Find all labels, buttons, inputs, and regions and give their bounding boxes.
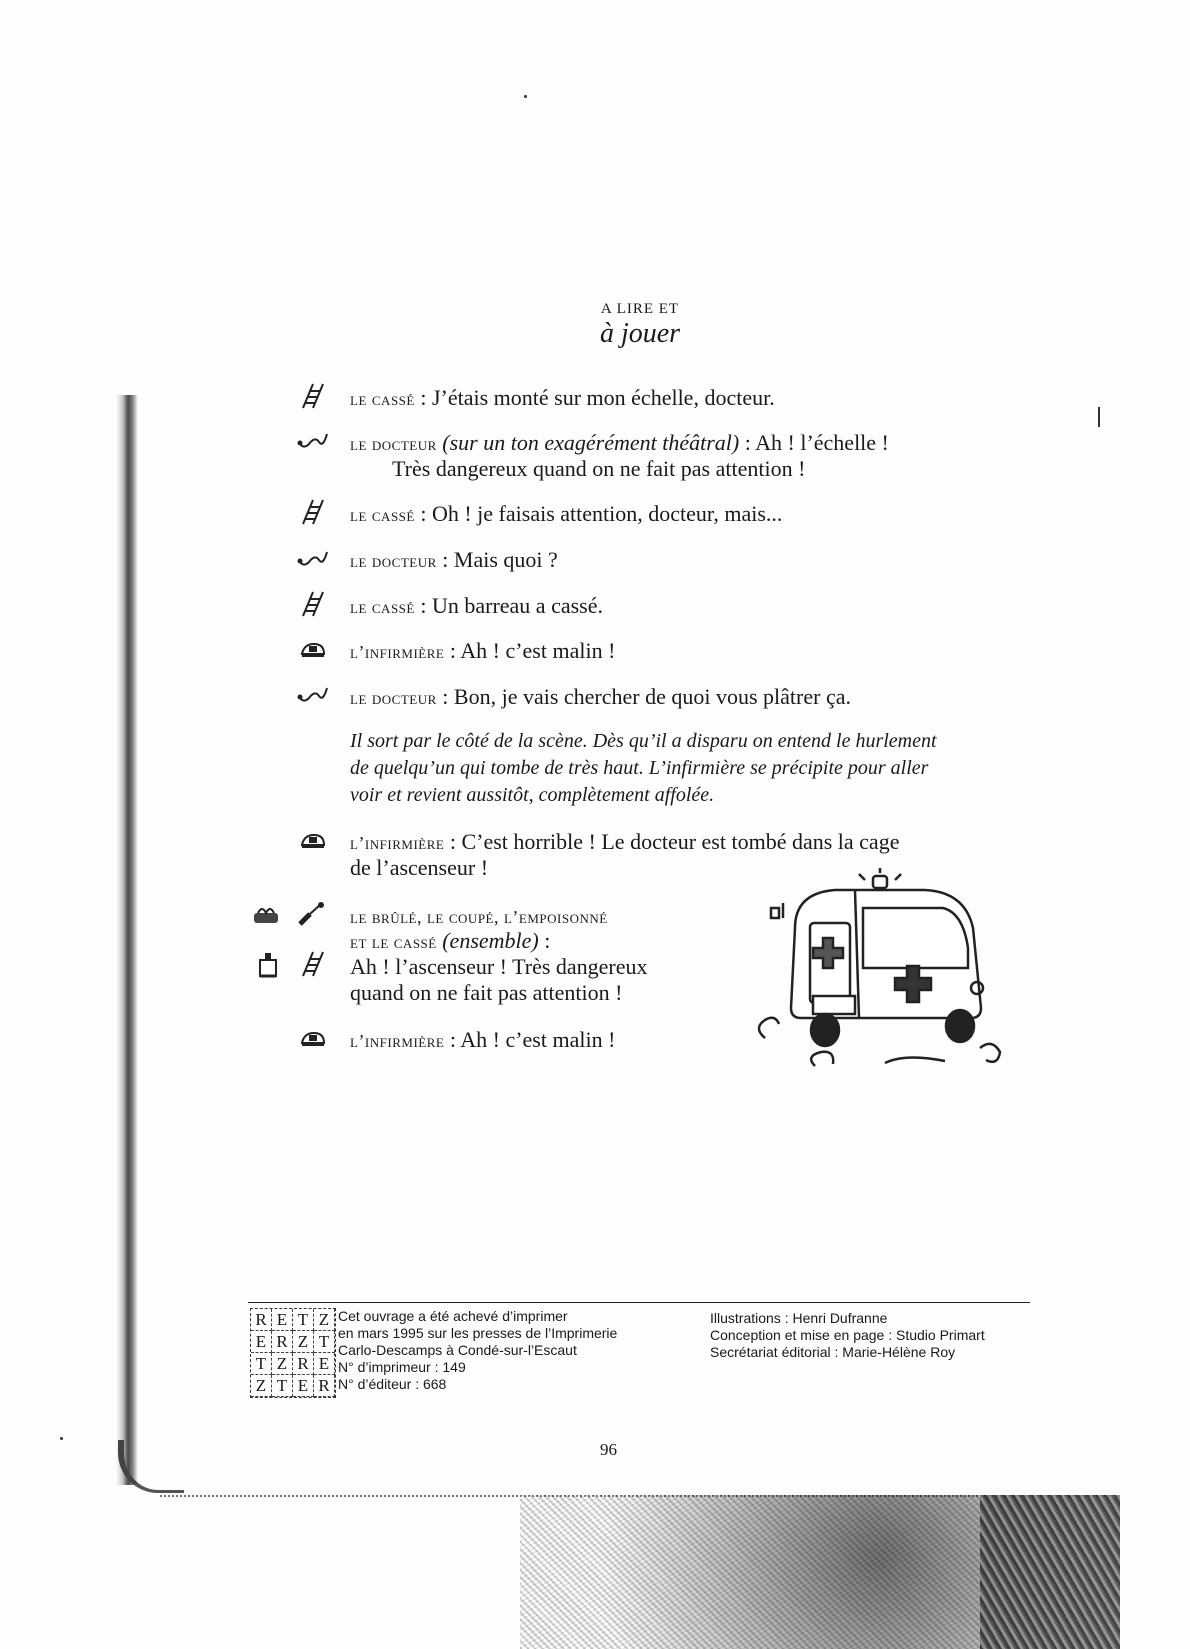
- speaker: le docteur: [350, 551, 437, 571]
- dialogue-line: l’infirmière : Ah ! c’est malin !: [350, 638, 616, 663]
- line-text: J’étais monté sur mon échelle, docteur.: [431, 385, 775, 410]
- line-text: Mais quoi ?: [453, 547, 558, 572]
- publisher-logo-grid: R E T Z E R Z T T Z R E Z T E R: [250, 1308, 336, 1398]
- speaker: l’infirmière: [350, 1031, 445, 1051]
- stage-direction: Il sort par le côté de la scène. Dès qu’il a disparu on entend le hurlement de quelqu’un qui tombe de très haut. L’infirmière se précipite pour aller voir et revient aussitôt, complètement affolée.: [350, 730, 937, 806]
- speaker: le cassé: [350, 597, 415, 617]
- dialogue-line: l’infirmière : Ah ! c’est malin !: [350, 1027, 616, 1052]
- speck: [60, 1437, 63, 1440]
- chorus-speakers: et le cassé (ensemble) :: [350, 928, 551, 953]
- scan-noise-dark: [980, 1495, 1120, 1649]
- dialogue-line: le docteur : Bon, je vais chercher de quoi vous plâtrer ça.: [350, 684, 851, 709]
- nurse-cap-icon: [296, 636, 330, 664]
- dialogue-line: le docteur : Mais quoi ?: [350, 547, 558, 572]
- credits: Illustrations : Henri Dufranne Conception et mise en page : Studio Primart Secrétariat éditorial : Marie-Hélène Roy: [710, 1310, 985, 1360]
- stethoscope-icon: [295, 682, 329, 710]
- section-title: à jouer: [599, 318, 681, 349]
- book-spine-shadow: [116, 395, 138, 1485]
- dialogue-line: le docteur (sur un ton exagérément théâtral) : Ah ! l’échelle !: [350, 430, 889, 455]
- speck: [1098, 407, 1100, 427]
- ladder-icon: [295, 950, 329, 978]
- line-text: Ah ! l’échelle !: [755, 430, 889, 455]
- speaker: le docteur: [350, 688, 437, 708]
- knife-icon: [294, 900, 328, 928]
- speaker: l’infirmière: [350, 642, 445, 662]
- speaker: le cassé: [350, 389, 415, 409]
- nurse-cap-icon: [296, 1025, 330, 1053]
- line-text: Bon, je vais chercher de quoi vous plâtrer ça.: [453, 684, 851, 709]
- stage-aside: (ensemble): [442, 928, 539, 953]
- ambulance-illustration: [755, 868, 1025, 1083]
- stethoscope-icon: [295, 428, 329, 456]
- page-number: 96: [600, 1440, 617, 1459]
- dialogue-continuation: de l’ascenseur !: [350, 855, 489, 880]
- dialogue-line: l’infirmière : C’est horrible ! Le docteur est tombé dans la cage: [350, 829, 900, 854]
- dialogue-line: le cassé : J’étais monté sur mon échelle, docteur.: [350, 385, 775, 410]
- dialogue-line: le cassé : Oh ! je faisais attention, docteur, mais...: [350, 501, 783, 526]
- line-text: Ah ! c’est malin !: [460, 638, 616, 663]
- line-text: Oh ! je faisais attention, docteur, mais...: [431, 501, 783, 526]
- printer-info: Cet ouvrage a été achevé d’imprimer en mars 1995 sur les presses de l’Imprimerie Carlo-Descamps à Condé-sur-l’Escaut N° d’imprimeur : 149 N° d’éditeur : 668: [338, 1308, 618, 1392]
- chorus-text: quand on ne fait pas attention !: [350, 980, 623, 1005]
- speck: [524, 95, 527, 98]
- burn-icon: [250, 903, 284, 931]
- line-text: Un barreau a cassé.: [431, 593, 603, 618]
- line-text: C’est horrible ! Le docteur est tombé dans la cage: [461, 829, 900, 854]
- poison-bottle-icon: [252, 950, 286, 978]
- chorus-speakers: le brûlé, le coupé, l’empoisonné: [350, 907, 608, 927]
- nurse-cap-icon: [296, 827, 330, 855]
- dialogue-line: le cassé : Un barreau a cassé.: [350, 593, 603, 618]
- speaker: le docteur: [350, 434, 437, 454]
- chorus-text: Ah ! l’ascenseur ! Très dangereux: [350, 954, 648, 979]
- speaker: le cassé: [350, 505, 415, 525]
- stethoscope-icon: [295, 546, 329, 574]
- ladder-icon: [295, 382, 329, 410]
- section-kicker: A LIRE ET: [600, 301, 680, 317]
- stage-aside: (sur un ton exagérément théâtral): [442, 430, 740, 455]
- speaker: l’infirmière: [350, 833, 445, 853]
- ladder-icon: [295, 590, 329, 618]
- line-text: Ah ! c’est malin !: [460, 1027, 616, 1052]
- ladder-icon: [295, 498, 329, 526]
- footer-rule: [248, 1302, 1030, 1303]
- book-spine-curve: [118, 1440, 184, 1493]
- dialogue-continuation: Très dangereux quand on ne fait pas attention !: [392, 456, 806, 481]
